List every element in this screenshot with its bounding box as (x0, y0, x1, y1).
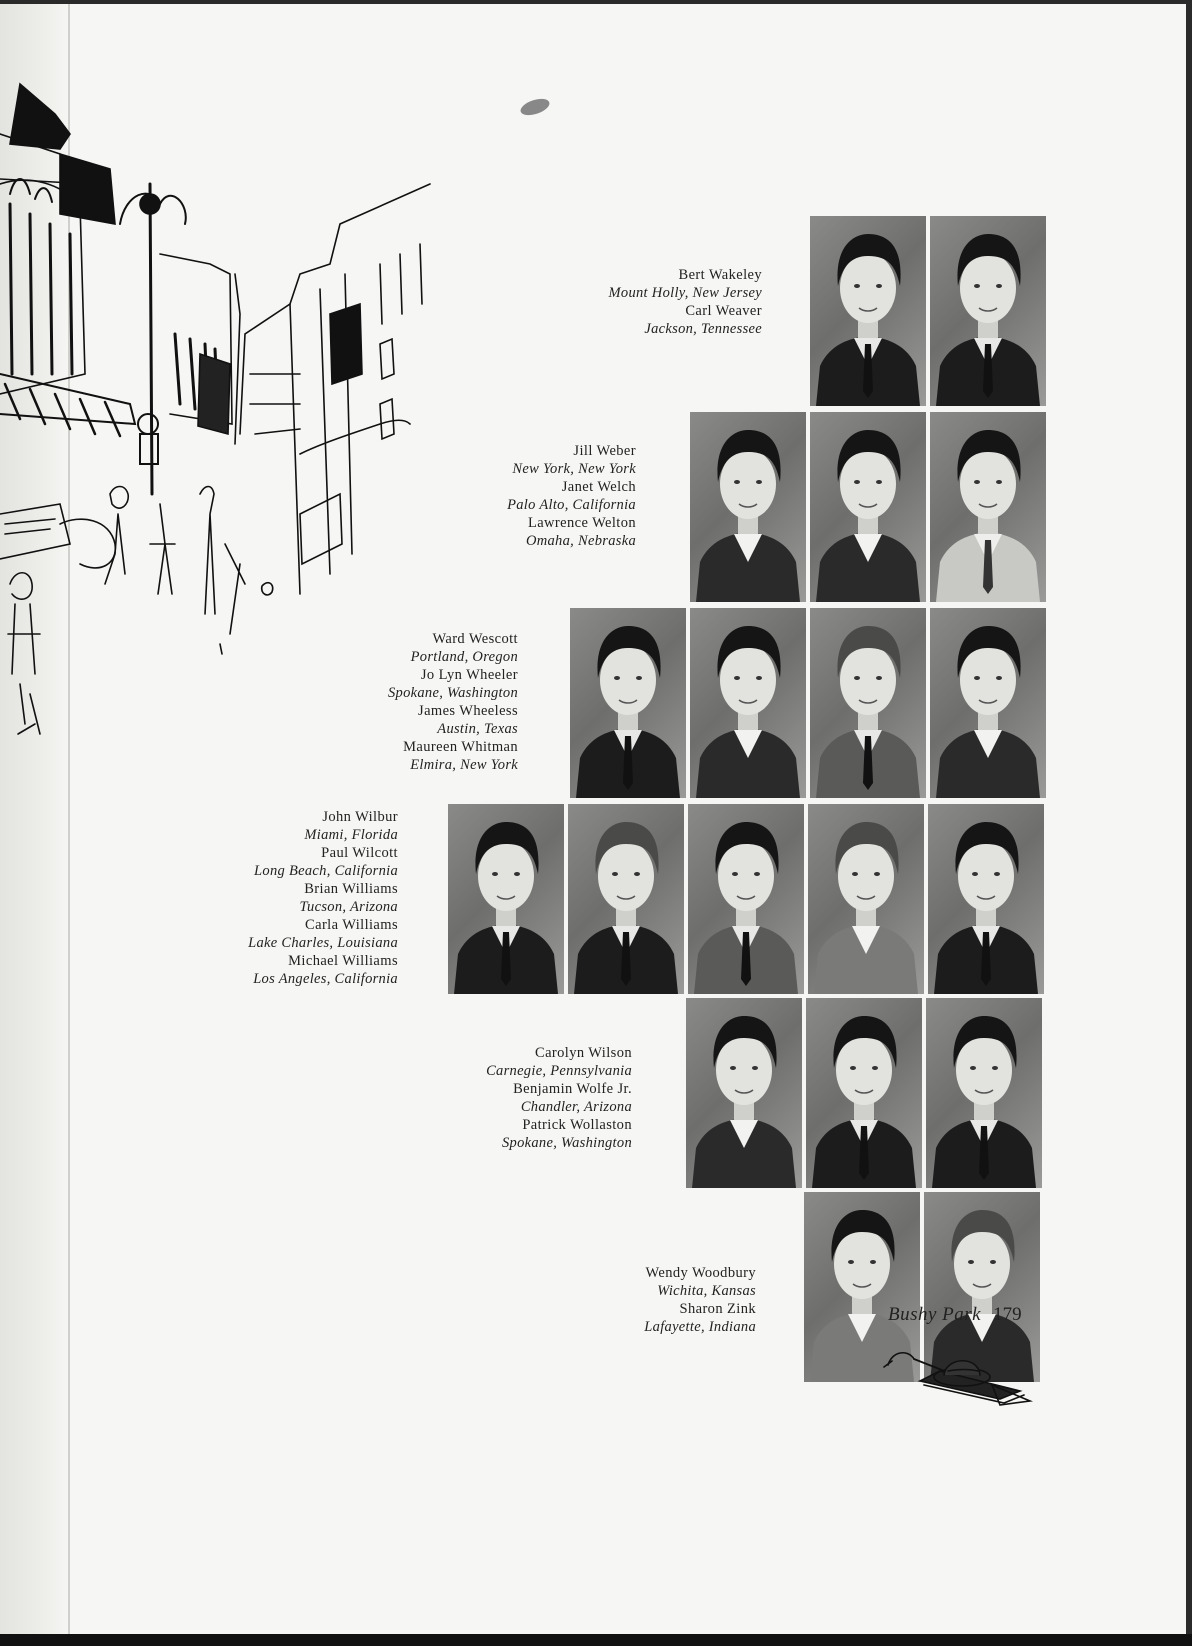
student-hometown: Tucson, Arizona (299, 899, 398, 915)
portrait-eye (968, 1260, 974, 1264)
student-hometown: Jackson, Tennessee (644, 321, 762, 337)
portrait-eye (854, 480, 860, 484)
hat-umbrella-doodle-icon (880, 1341, 1040, 1413)
student-name: Paul Wilcott (321, 845, 398, 861)
student-portrait (810, 216, 926, 406)
page-number: 179 (993, 1304, 1022, 1325)
student-name: Sharon Zink (679, 1301, 756, 1317)
portrait-eye (732, 872, 738, 876)
student-hometown: Lafayette, Indiana (644, 1319, 756, 1335)
student-portrait (930, 216, 1046, 406)
portrait-eye (996, 284, 1002, 288)
student-name: John Wilbur (322, 809, 398, 825)
student-hometown: Miami, Florida (304, 827, 398, 843)
student-hometown: Long Beach, California (254, 863, 398, 879)
portrait-eye (974, 284, 980, 288)
portrait-eye (874, 872, 880, 876)
portrait-eye (870, 1260, 876, 1264)
student-hometown: Omaha, Nebraska (525, 533, 636, 549)
student-name: Jill Weber (573, 443, 636, 459)
student-name: Ward Wescott (432, 631, 518, 647)
student-name: Janet Welch (561, 479, 636, 495)
student-hometown: New York, New York (512, 461, 636, 477)
student-hometown: Mount Holly, New Jersey (608, 285, 762, 301)
student-name: Wendy Woodbury (645, 1265, 756, 1281)
portrait-eye (850, 1066, 856, 1070)
page-footer (888, 1304, 1022, 1326)
student-name: Carl Weaver (685, 303, 762, 319)
portrait-eye (514, 872, 520, 876)
student-hometown: Carnegie, Pennsylvania (486, 1063, 632, 1079)
portrait-eye (876, 676, 882, 680)
portrait-eye (492, 872, 498, 876)
student-name: Carla Williams (305, 917, 398, 933)
student-hometown: Wichita, Kansas (657, 1283, 756, 1299)
student-portrait (926, 998, 1042, 1188)
student-portrait (930, 608, 1046, 798)
portrait-eye (852, 872, 858, 876)
student-hometown: Elmira, New York (410, 757, 518, 773)
portrait-eye (990, 1260, 996, 1264)
portrait-eye (612, 872, 618, 876)
portrait-eye (730, 1066, 736, 1070)
caption-group (248, 808, 398, 988)
student-portrait (686, 998, 802, 1188)
portrait-eye (994, 872, 1000, 876)
student-portrait (930, 412, 1046, 602)
portrait-eye (848, 1260, 854, 1264)
yearbook-page (0, 4, 1186, 1634)
portrait-eye (992, 1066, 998, 1070)
ink-smudge (519, 96, 552, 119)
student-hometown: Los Angeles, California (253, 971, 398, 987)
caption-group (609, 266, 762, 338)
student-hometown: Lake Charles, Louisiana (248, 935, 398, 951)
student-portrait (570, 608, 686, 798)
portrait-eye (972, 872, 978, 876)
portrait-eye (974, 480, 980, 484)
scan-bottom-edge (0, 1634, 1192, 1646)
portrait-eye (636, 676, 642, 680)
student-name: Michael Williams (288, 953, 398, 969)
student-portrait (688, 804, 804, 994)
portrait-eye (756, 676, 762, 680)
caption-group (486, 1044, 632, 1152)
student-name: Benjamin Wolfe Jr. (513, 1081, 632, 1097)
student-name: Jo Lyn Wheeler (420, 667, 518, 683)
student-portrait (810, 412, 926, 602)
portrait-eye (754, 872, 760, 876)
student-name: Maureen Whitman (403, 739, 518, 755)
student-portrait (810, 608, 926, 798)
student-hometown: Spokane, Washington (501, 1135, 632, 1151)
portrait-eye (970, 1066, 976, 1070)
portrait-eye (854, 284, 860, 288)
portrait-eye (614, 676, 620, 680)
portrait-eye (876, 284, 882, 288)
portrait-eye (756, 480, 762, 484)
student-portrait (690, 412, 806, 602)
portrait-eye (996, 676, 1002, 680)
student-name: Bert Wakeley (678, 267, 762, 283)
student-name: Lawrence Welton (527, 515, 636, 531)
school-name: Bushy Park (888, 1304, 982, 1325)
portrait-eye (752, 1066, 758, 1070)
student-hometown: Portland, Oregon (410, 649, 518, 665)
student-portrait (928, 804, 1044, 994)
student-portrait (568, 804, 684, 994)
portrait-eye (872, 1066, 878, 1070)
portrait-eye (996, 480, 1002, 484)
caption-group (644, 1264, 756, 1336)
caption-group (507, 442, 636, 550)
portrait-eye (734, 676, 740, 680)
student-hometown: Austin, Texas (437, 721, 518, 737)
student-name: Carolyn Wilson (535, 1045, 632, 1061)
student-portrait (690, 608, 806, 798)
portrait-eye (734, 480, 740, 484)
student-portrait (448, 804, 564, 994)
portrait-eye (974, 676, 980, 680)
portrait-eye (854, 676, 860, 680)
portrait-eye (634, 872, 640, 876)
student-portrait (808, 804, 924, 994)
student-hometown: Palo Alto, California (507, 497, 636, 513)
portrait-eye (876, 480, 882, 484)
student-portrait (806, 998, 922, 1188)
caption-group (388, 630, 518, 774)
student-name: Patrick Wollaston (522, 1117, 632, 1133)
student-name: James Wheeless (418, 703, 518, 719)
student-hometown: Chandler, Arizona (520, 1099, 632, 1115)
student-name: Brian Williams (304, 881, 398, 897)
student-hometown: Spokane, Washington (387, 685, 518, 701)
